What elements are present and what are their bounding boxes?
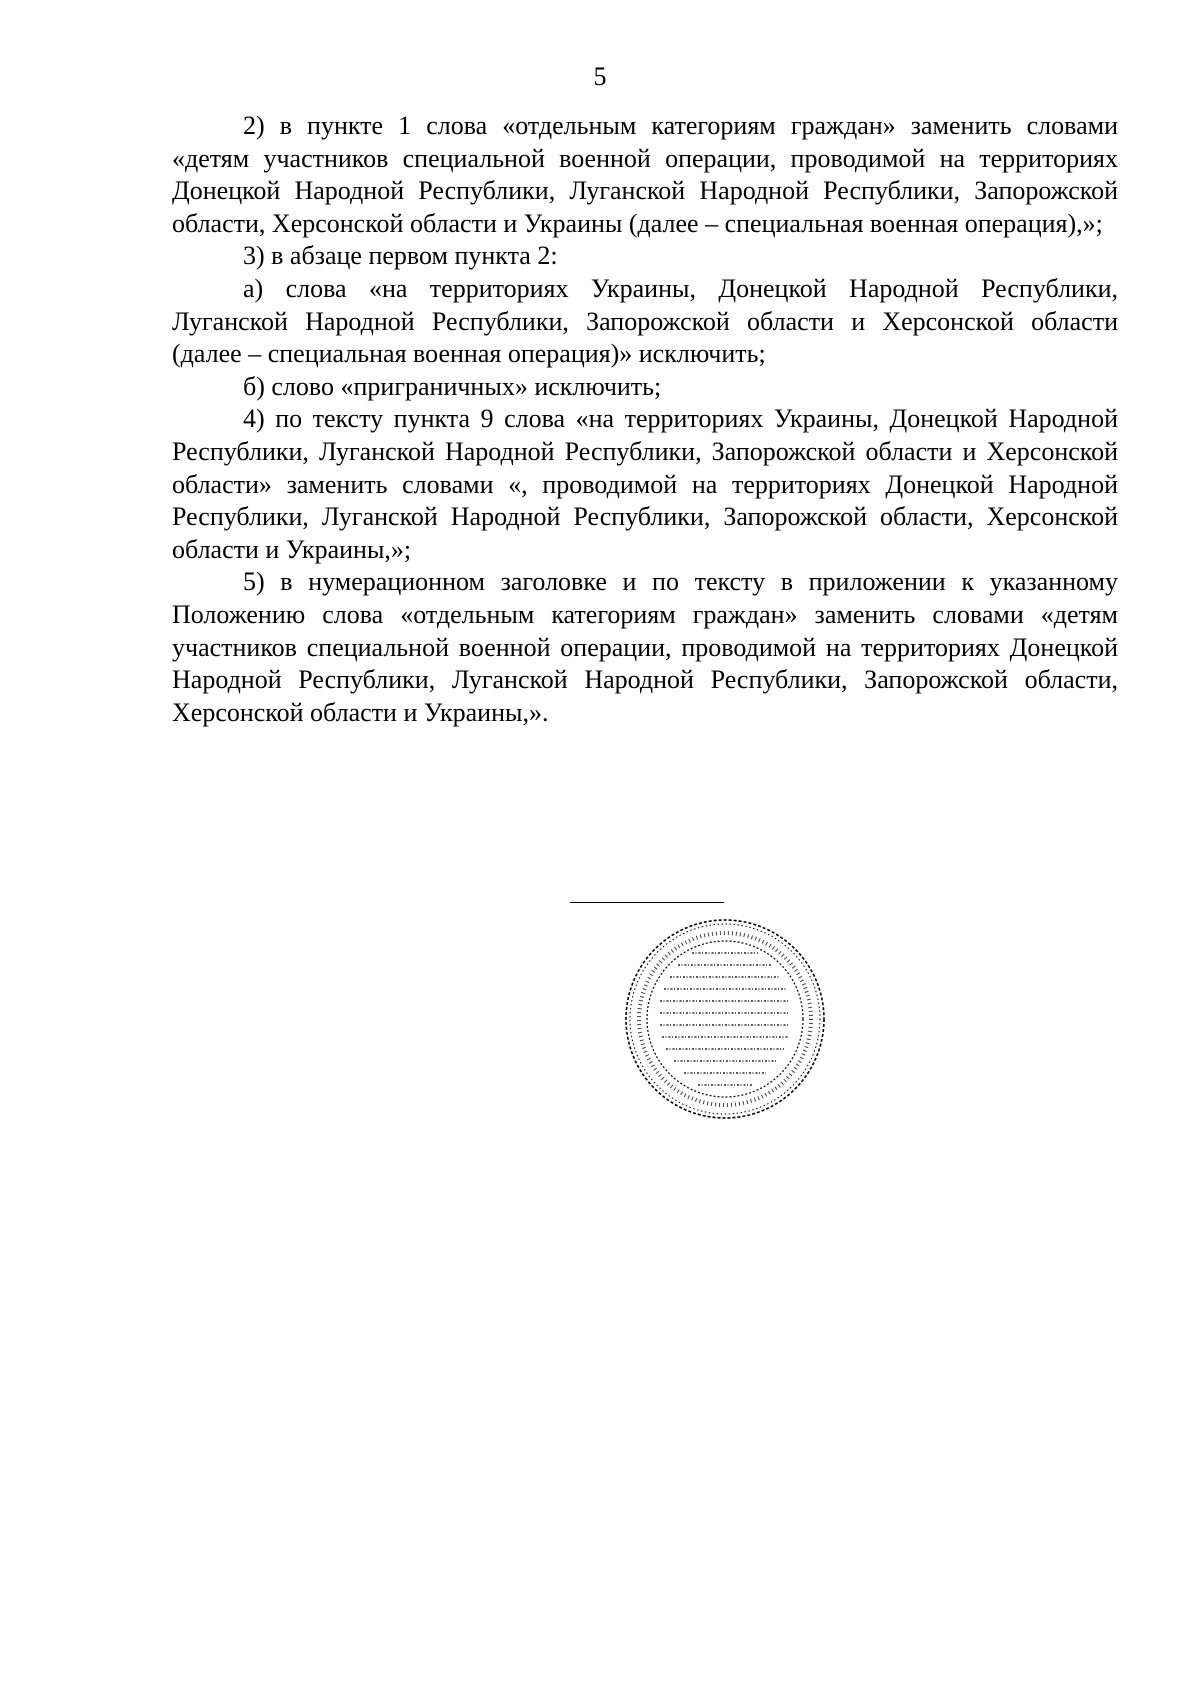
paragraph-item-2: 2) в пункте 1 слова «отдельным категориям граждан» заменить словами «детям участников специальной военной операции, проводимой на территориях Донецкой Народной Республики, Луганской Народной Республики, Запорожской области, Херсонской области и Украины (далее – специальная военная операция),»; (172, 111, 1118, 238)
paragraph-item-3: 3) в абзаце первом пункта 2: (243, 241, 558, 271)
paragraph-item-4: 4) по тексту пункта 9 слова «на территориях Украины, Донецкой Народной Республики, Луганской Народной Республики, Запорожской области и Херсонской области» заменить словами «, проводимой на территориях Донецкой Народной Республики, Луганской Народной Республики, Запорожской области, Херсонской области и Украины,»; (172, 404, 1118, 564)
official-seal-icon (620, 915, 830, 1123)
paragraph-item-5: 5) в нумерационном заголовке и по тексту в приложении к указанному Положению слова «отдельным категориям граждан» заменить словами «детям участников специальной военной операции, проводимой на территориях Донецкой Народной Республики, Луганской Народной Республики, Запорожской области, Херсонской области и Украины,». (172, 567, 1118, 727)
paragraph-subitem-b: б) слово «приграничных» исключить; (243, 371, 662, 401)
signature-divider (570, 902, 724, 903)
paragraph-subitem-a: а) слова «на территориях Украины, Донецкой Народной Республики, Луганской Народной Республики, Запорожской области и Херсонской области (далее – специальная военная операция)» исключить; (172, 273, 1118, 369)
page-number: 5 (593, 62, 607, 91)
document-body (172, 110, 1118, 729)
